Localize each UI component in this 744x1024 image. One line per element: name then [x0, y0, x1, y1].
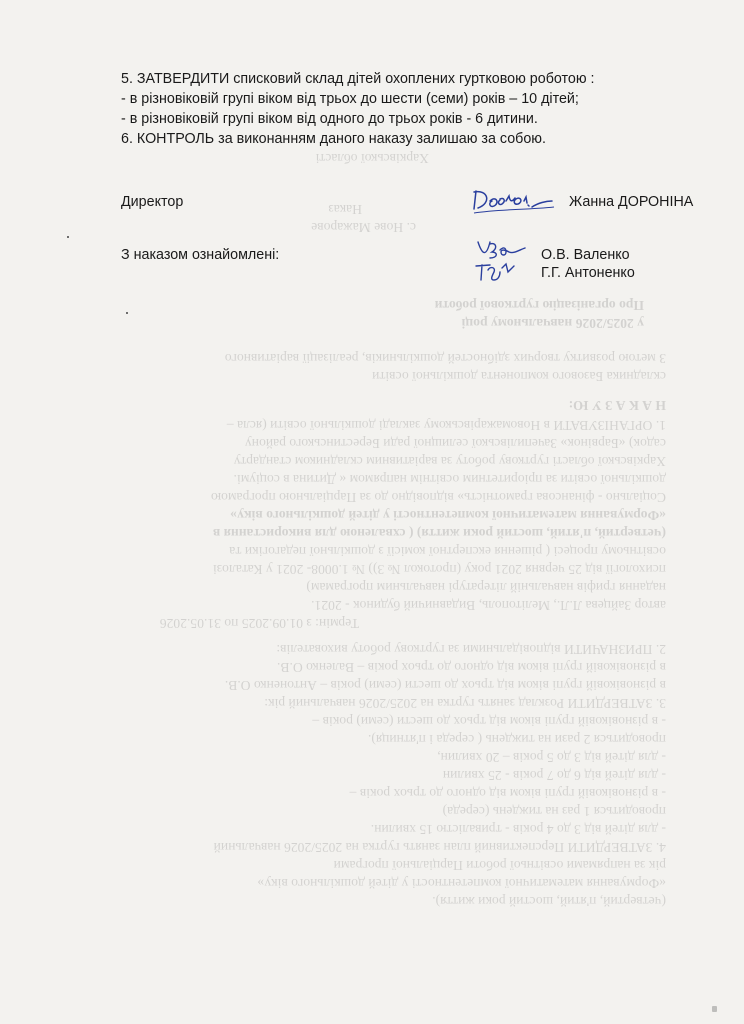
director-signature [470, 183, 556, 217]
show-through-line: проводиться 1 раз на тиждень (середа) [442, 804, 666, 819]
item-6-line: 6. КОНТРОЛЬ за виконанням даного наказу залишаю за собою. [121, 131, 546, 147]
show-through-line: - в різновіковій групі віком від одного до трьох років – [349, 786, 666, 801]
show-through-line: Соціально - фінансова грамотність» відповідно до за Парціальною програмою [210, 490, 666, 505]
show-through-line: «Формування математичної компетентності у дітей дошкільного віку» [230, 508, 666, 523]
show-through-line: в різновіковій групі віком від одного до трьох років – Валенко О.В. [277, 660, 666, 675]
show-through-line: Н А К А З У Ю: [568, 398, 666, 413]
show-through-line: у 2025/2026 навчальному році [461, 316, 644, 331]
show-through-line: проводиться 2 рази на тиждень ( середа і п'ятниця). [367, 732, 666, 747]
director-name: Жанна ДОРОНІНА [569, 194, 694, 210]
show-through-line: дошкільної освіти за пріоритетним освітнім напрямом « Дитина в соціумі. [233, 472, 666, 487]
show-through-line: 2. ПРИЗНАЧИТИ відповідальними за гурткову роботу вихователів: [276, 642, 666, 657]
show-through-line: Харківської області [315, 151, 429, 166]
show-through-line: Наказ [328, 202, 362, 217]
show-through-line: 3. ЗАТВЕРДИТИ Розклад занять гуртка на 2025/2026 навчальний рік: [264, 696, 666, 711]
show-through-line: (четвертий, п'ятий, шостий роки життя) ( схваленою для використання в [212, 526, 666, 541]
scan-speck [126, 312, 128, 314]
show-through-line: психології від 25 червня 2021 року (протокол № 3)) № 1.0008- 2021 у Каталозі [212, 562, 666, 577]
show-through-line: «Формування математичної компетентності у дітей дошкільного віку» [257, 876, 666, 891]
show-through-line: в різновіковій групі віком від трьох до шести (семи) років – Антоненко О.В. [224, 678, 666, 693]
show-through-line: рік за напрямами освітньої роботи Парціальної програми [333, 858, 666, 873]
show-through-line: - для дітей від 3 до 5 років – 20 хвилин, [437, 750, 666, 765]
show-through-line: Про організацію гурткової роботи [434, 298, 644, 313]
show-through-line: автор Зайцева Л.Л., Мелітополь, Видавничий будинок - 2021. [311, 598, 666, 613]
acquaintance-signatures [472, 236, 538, 284]
acquainted-name: Г.Г. Антоненко [541, 265, 635, 281]
show-through-line: надання грифів навчальній літературі навчальним програмам) [306, 580, 666, 595]
show-through-line: садок) «Барвінок» Зачепилівської селищної ради Берестинського району [244, 436, 666, 451]
acquainted-name: О.В. Валенко [541, 247, 630, 263]
scan-speck [712, 1006, 717, 1012]
show-through-line: складника Базового компонента дошкільної освіти [372, 369, 666, 384]
show-through-line: освітньому процесі ( рішення експертної комісії з дошкільної педагогіки та [229, 544, 666, 559]
director-label: Директор [121, 194, 184, 210]
show-through-line: - для дітей від 3 до 4 років - тривалістю 15 хвилин. [370, 822, 666, 837]
show-through-line: З метою розвитку творчих здібностей дошкільників, реалізації варіативного [224, 351, 666, 366]
show-through-line: с. Нове Мажарове [311, 220, 416, 235]
show-through-line: 4. ЗАТВЕРДИТИ Перспективний план занять гуртка на 2025/2026 навчальний [213, 840, 666, 855]
item-5-line: 5. ЗАТВЕРДИТИ списковий склад дітей охоплених гуртковою роботою : [121, 71, 595, 87]
scan-speck [67, 236, 69, 238]
acquainted-label: З наказом ознайомлені: [121, 247, 280, 263]
show-through-line: Термін: з 01.09.2025 по 31.05.2026 [159, 616, 359, 631]
show-through-line: 1. ОРГАНІЗУВАТИ в Новомажарівському закладі дошкільної освіти (ясла – [226, 418, 666, 433]
item-5-bullet-line: - в різновіковій групі віком від одного до трьох років - 6 дитини. [121, 111, 538, 127]
item-5-bullet-line: - в різновіковій групі віком від трьох до шести (семи) років – 10 дітей; [121, 91, 579, 107]
show-through-line: - в різновіковій групі віком від трьох до шести (семи) років – [312, 714, 666, 729]
show-through-line: - для дітей від 6 до 7 років - 25 хвилин [442, 768, 666, 783]
show-through-line: Харківської області гурткову роботу за варіативним складником стандарту [233, 454, 666, 469]
show-through-line: (четвертий, п'ятий, шостий роки життя). [432, 894, 666, 909]
